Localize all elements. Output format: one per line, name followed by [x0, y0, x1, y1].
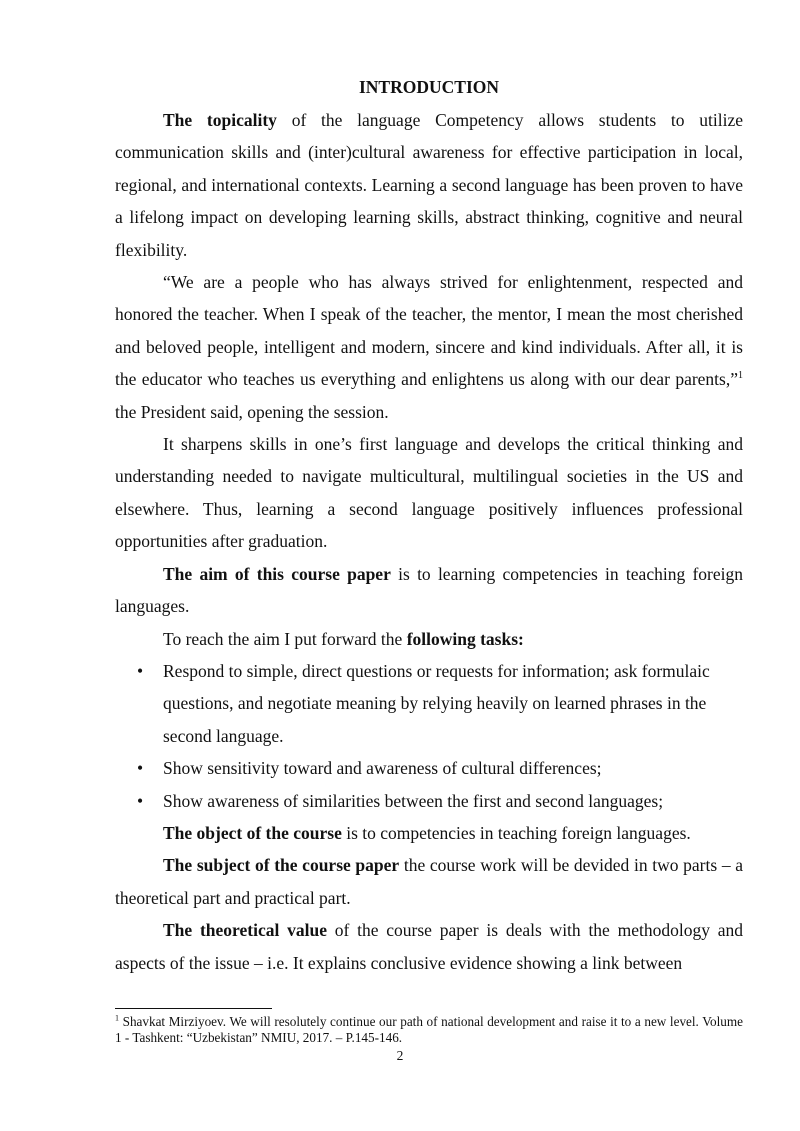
topicality-lead: The topicality	[163, 110, 277, 130]
paragraph-topicality	[115, 104, 743, 266]
paragraph-quote	[115, 266, 743, 428]
subject-lead: The subject of the course paper	[163, 855, 400, 876]
tasks-intro-lead: following tasks:	[406, 628, 524, 649]
page-number: 2	[396, 1048, 404, 1063]
list-item	[115, 752, 743, 784]
paragraph-sharpens	[115, 428, 743, 558]
page-heading: INTRODUCTION	[358, 77, 500, 97]
object-lead: The object of the course	[163, 822, 342, 843]
object-text: is to competencies in teaching foreign languages.	[341, 822, 691, 843]
theoretical-text: of the course paper is deals with the methodology and aspects of the issue – i.e. It explains conclusive evidence showing a link between	[115, 920, 744, 973]
bullet-icon: •	[137, 758, 144, 779]
tasks-list	[115, 655, 743, 817]
task-text: Show awareness of similarities between the first and second languages;	[163, 790, 664, 811]
sharpens-text: It sharpens skills in one’s first language and develops the critical thinking and understanding needed to navigate multicultural, multilingual societies in the US and elsewhere. Thus, learning a second language positively influences professional opportunities after graduation.	[115, 434, 743, 552]
footnote-reference: 1	[738, 370, 743, 382]
paragraph-theoretical	[115, 914, 743, 979]
paragraph-aim	[115, 558, 743, 623]
subject-text: the course work will be devided in two parts – a theoretical part and practical part.	[115, 855, 743, 908]
document-body	[115, 74, 743, 979]
footnote-text: Shavkat Mirziyoev. We will resolutely continue our path of national development and raise it to a new level. Volume 1 - Tashkent: “Uzbekistan” NMIU, 2017. – P.145-146.	[115, 1014, 743, 1045]
aim-text: is to learning competencies in teaching foreign languages.	[115, 563, 743, 617]
paragraph-subject	[115, 849, 743, 914]
footnote-separator	[115, 1008, 272, 1009]
theoretical-lead: The theoretical value	[163, 920, 327, 941]
list-item	[115, 785, 743, 817]
list-item	[115, 655, 743, 752]
aim-lead: The aim of this course paper	[163, 563, 391, 584]
footnote-mark: 1	[115, 1013, 119, 1023]
tasks-intro-text: To reach the aim I put forward the	[163, 628, 407, 649]
topicality-text: of the language Competency allows students to utilize communication skills and (inter)cultural awareness for effective participation in local, regional, and international contexts. Learning a second language has been proven to have a lifelong impact on developing learning skills, abstract thinking, cognitive and neural flexibility.	[115, 110, 744, 260]
paragraph-object	[115, 817, 743, 849]
bullet-icon: •	[137, 790, 144, 811]
task-text: Respond to simple, direct questions or requests for information; ask formulaic questions, and negotiate meaning by relying heavily on learned phrases in the second language.	[163, 660, 710, 746]
footnote	[115, 1014, 743, 1046]
paragraph-tasks-intro	[115, 623, 743, 655]
quote-after: the President said, opening the session.	[115, 401, 389, 422]
bullet-icon: •	[137, 660, 144, 681]
task-text: Show sensitivity toward and awareness of cultural differences;	[163, 758, 602, 779]
quote-text: “We are a people who has always strived for enlightenment, respected and honored the teacher. When I speak of the teacher, the mentor, I mean the most cherished and beloved people, intelligent and modern, sincere and kind individuals. After all, it is the educator who teaches us everything and enlightens us along with our dear parents,”	[115, 272, 743, 390]
